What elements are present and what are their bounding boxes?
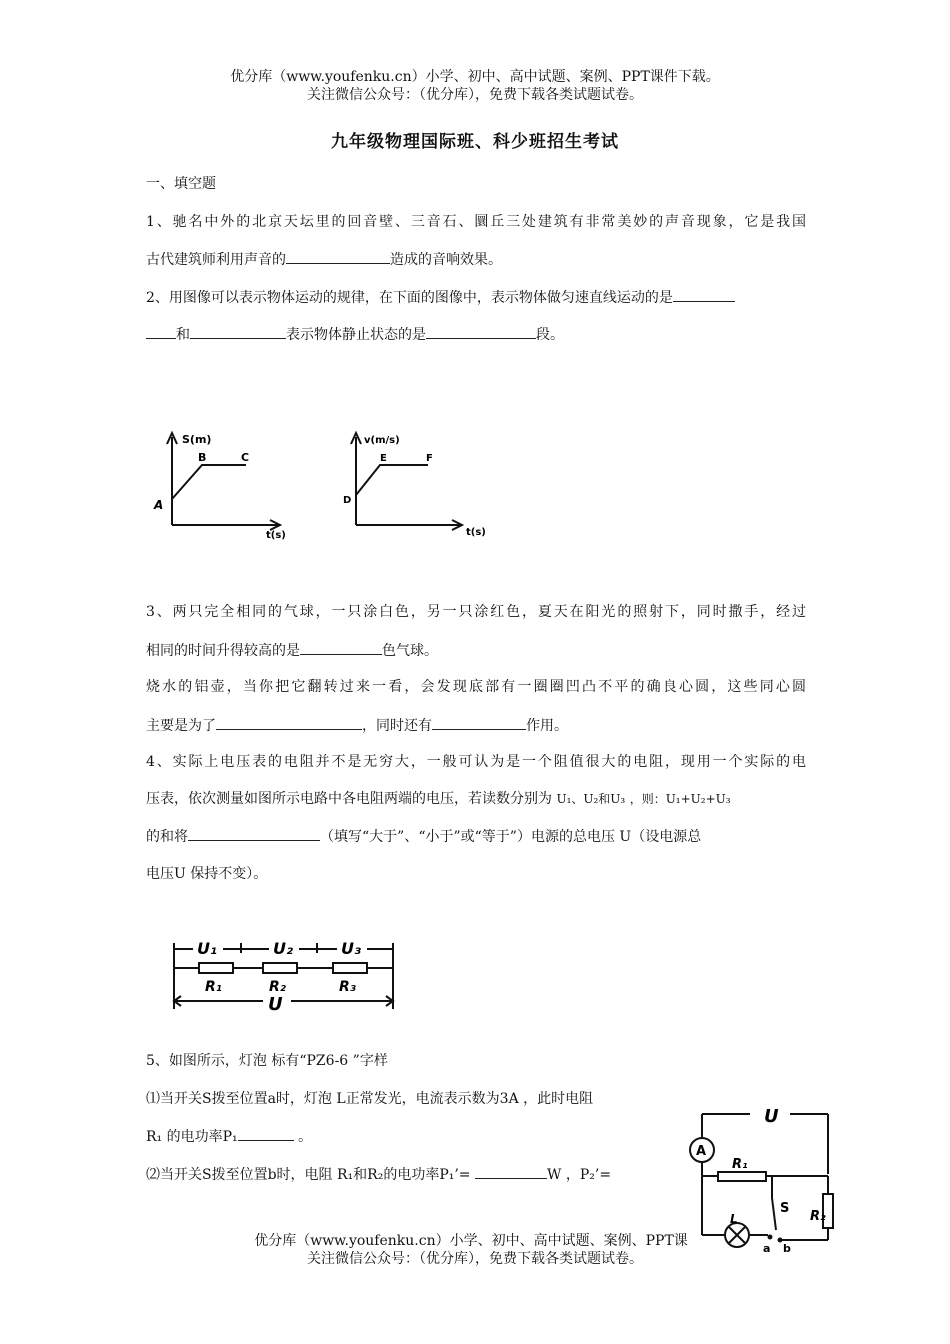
circuit2-r1-label: R₁ bbox=[732, 1157, 748, 1172]
switch-label: S bbox=[780, 1201, 790, 1216]
page-footer-line-2: 关注微信公众号：（优分库），免费下载各类试题试卷。 bbox=[307, 1251, 643, 1267]
graph2-point-d: D bbox=[343, 495, 352, 506]
q5-text-a: ⑴当开关S拨至位置a时，灯泡 bbox=[146, 1091, 332, 1107]
q4-sum: ，则：U₁+U₂+U₃ bbox=[629, 792, 731, 806]
q2-line-2 bbox=[146, 324, 806, 345]
circuit1-u2-label: U₂ bbox=[273, 939, 293, 958]
q5-text-i: ，P₂’= bbox=[565, 1167, 612, 1183]
q5-text-f: ⑵当开关S拨至位置b时，电阻 bbox=[146, 1167, 333, 1183]
graph2-y-label: v(m/s) bbox=[364, 435, 400, 446]
q1-line-1: 1、驰名中外的北京天坛里的回音壁、三音石、圜丘三处建筑有非常美妙的声音现象，它是我国 bbox=[146, 214, 806, 230]
q2-text: 2、用图像可以表示物体运动的规律，在下面的图像中，表示物体做匀速直线运动的是 bbox=[146, 290, 673, 306]
circuit1-r2-label: R₂ bbox=[269, 979, 286, 995]
section-heading: 一、填空题 bbox=[146, 176, 216, 192]
q5-text-e: 。 bbox=[298, 1129, 313, 1145]
q5-blank-1[interactable] bbox=[238, 1126, 294, 1141]
q2-blank-3[interactable] bbox=[426, 324, 536, 339]
q2-blank-1b[interactable] bbox=[146, 324, 176, 339]
graph1-point-b: B bbox=[198, 451, 207, 464]
exam-title: 九年级物理国际班、科少班招生考试 bbox=[331, 132, 619, 152]
ammeter-label: A bbox=[696, 1144, 707, 1159]
q4-readings: U₁、U₂和U₃ bbox=[556, 792, 626, 806]
q3-line-2 bbox=[146, 640, 806, 661]
q4-text-a: 压表，依次测量如图所示电路中各电阻两端的电压，若读数分别为 bbox=[146, 791, 552, 807]
q3-line-1: 3、两只完全相同的气球，一只涂白色，另一只涂红色，夏天在阳光的照射下，同时撒手，经过 bbox=[146, 604, 806, 620]
q3-text-e: 作用。 bbox=[526, 718, 568, 734]
graph2-x-label: t(s) bbox=[466, 527, 486, 538]
q1-text-a: 古代建筑师利用声音的 bbox=[146, 252, 286, 268]
q5-text-g: R₁和R₂的电功率P₁’= bbox=[337, 1167, 471, 1183]
circuit2-u-label: U bbox=[764, 1106, 779, 1127]
q2-blank-1a[interactable] bbox=[673, 287, 735, 302]
q3-text-d: ，同时还有 bbox=[362, 718, 432, 734]
circuit2-r2-label: R₂ bbox=[810, 1209, 826, 1224]
q5-text-d: R₁ 的电功率P₁ bbox=[146, 1129, 238, 1145]
graph2-point-f: F bbox=[426, 453, 433, 464]
terminal-b-label: b bbox=[783, 1242, 791, 1255]
q1-blank[interactable] bbox=[286, 249, 390, 264]
graph2-point-e: E bbox=[380, 453, 387, 464]
q5-text-c: ，此时电阻 bbox=[523, 1091, 594, 1107]
q1-line-2 bbox=[146, 249, 806, 270]
q3-text-a: 相同的时间升得较高的是 bbox=[146, 643, 300, 659]
graph1-point-c: C bbox=[241, 451, 250, 464]
lamp-label: L bbox=[730, 1212, 738, 1226]
q3-blank-2[interactable] bbox=[216, 715, 362, 730]
q2-text-c: 段。 bbox=[536, 327, 564, 343]
graph1-y-label: S(m) bbox=[182, 433, 212, 446]
q3-line-3: 烧水的铝壶，当你把它翻转过来一看，会发现底部有一圈圈凹凸不平的确良心圆，这些同心圆 bbox=[146, 679, 806, 695]
q4-line-1: 4、实际上电压表的电阻并不是无穷大，一般可认为是一个阻值很大的电阻，现用一个实际的电 bbox=[146, 754, 806, 770]
graph-v-t bbox=[340, 425, 510, 540]
page-header-line-2: 关注微信公众号：（优分库），免费下载各类试题试卷。 bbox=[307, 87, 643, 103]
circuit1-u3-label: U₃ bbox=[341, 939, 361, 958]
terminal-a-label: a bbox=[763, 1242, 771, 1255]
q4-line-3 bbox=[146, 826, 806, 847]
page-footer-line-1: 优分库（www.youfenku.cn）小学、初中、高中试题、案例、PPT课 bbox=[254, 1233, 688, 1249]
q4-text-b: 的和将 bbox=[146, 829, 188, 845]
q5-line-2 bbox=[146, 1089, 676, 1109]
q3-blank-1[interactable] bbox=[300, 640, 382, 655]
q4-text-d: U（设电源总 bbox=[619, 829, 702, 845]
series-circuit-diagram bbox=[165, 933, 405, 1017]
q3-blank-3[interactable] bbox=[432, 715, 526, 730]
q3-line-4 bbox=[146, 715, 806, 736]
q3-text-b: 色气球。 bbox=[382, 643, 438, 659]
q2-line-1 bbox=[146, 287, 806, 308]
q5-blank-2[interactable] bbox=[475, 1164, 547, 1179]
q3-text-c: 主要是为了 bbox=[146, 718, 216, 734]
page-header-line-1: 优分库（www.youfenku.cn）小学、初中、高中试题、案例、PPT课件下载。 bbox=[230, 69, 720, 85]
q4-line-2 bbox=[146, 789, 806, 809]
q5-text-h: W bbox=[547, 1167, 562, 1183]
graph-s-t bbox=[150, 425, 290, 540]
circuit1-u-label: U bbox=[268, 994, 283, 1015]
q5-text-b: L正常发光，电流表示数为3A bbox=[336, 1091, 519, 1107]
graph1-point-a: A bbox=[154, 498, 164, 512]
q4-blank[interactable] bbox=[188, 826, 320, 841]
circuit1-r1-label: R₁ bbox=[205, 979, 222, 995]
circuit1-u1-label: U₁ bbox=[197, 939, 217, 958]
graph1-x-label: t(s) bbox=[266, 530, 286, 540]
q2-text-b: 表示物体静止状态的是 bbox=[286, 327, 426, 343]
q4-text-c: （填写“大于”、“小于”或“等于”）电源的总电压 bbox=[320, 829, 615, 845]
q1-text-b: 造成的音响效果。 bbox=[390, 252, 502, 268]
q4-line-4: 电压U 保持不变）。 bbox=[146, 866, 268, 882]
q2-text-a: 和 bbox=[176, 327, 190, 343]
q5-line-1: 5、如图所示，灯泡 标有“PZ6-6 ”字样 bbox=[146, 1053, 388, 1069]
q2-blank-2[interactable] bbox=[190, 324, 286, 339]
circuit1-r3-label: R₃ bbox=[339, 979, 356, 995]
